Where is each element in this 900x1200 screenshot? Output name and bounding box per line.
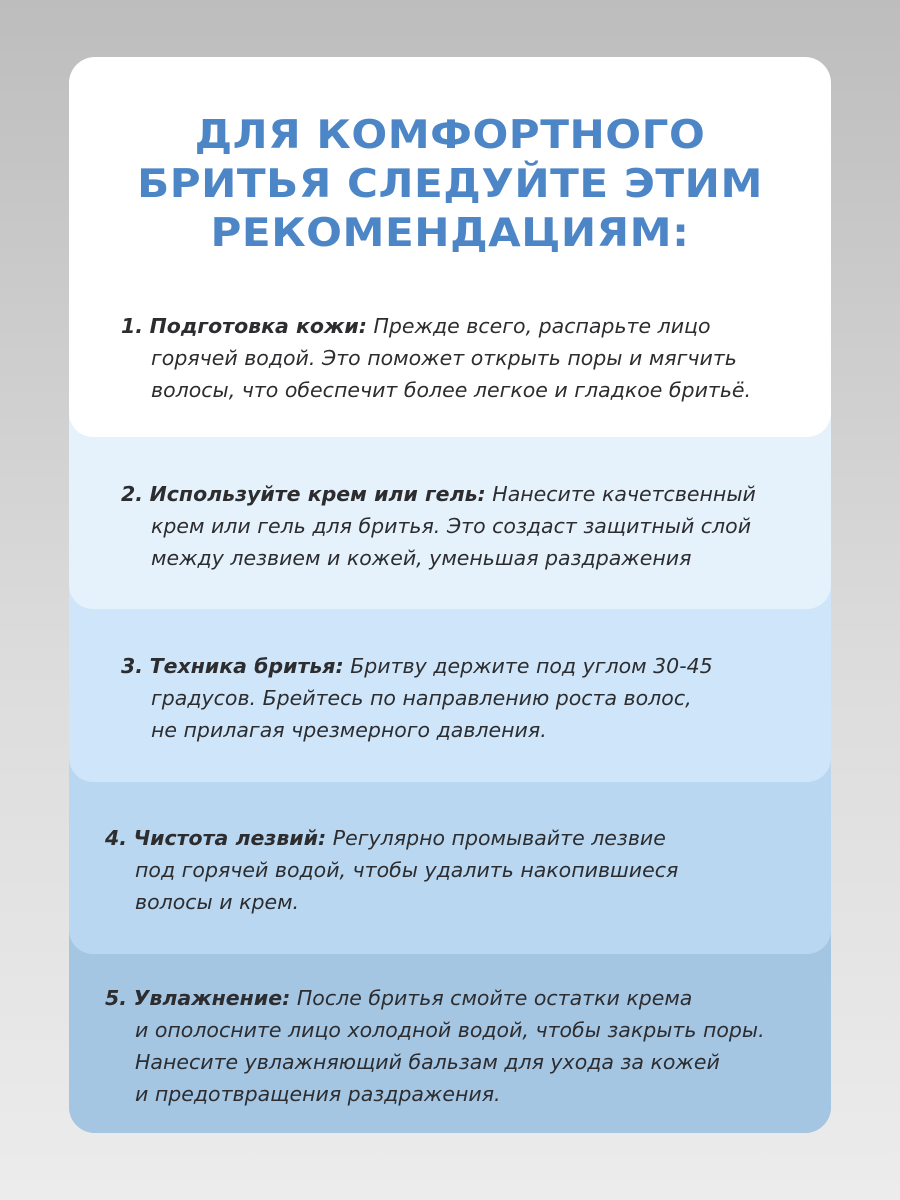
tip-heading: Техника бритья: [149,654,344,678]
tip-text-line: под горячей водой, чтобы удалить накопившиеся [135,858,679,882]
tip-heading: Увлажнение: [133,986,291,1010]
tip-item-2 [121,478,756,574]
tip-text-line: и предотвращения раздражения. [135,1082,501,1106]
tip-text-line: Прежде всего, распарьте лицо [373,314,711,338]
tip-number: 5. [105,986,128,1010]
tip-text-line: и ополосните лицо холодной водой, чтобы закрыть поры. [135,1018,765,1042]
tip-heading: Используйте крем или гель: [149,482,486,506]
tips-card [69,57,831,1133]
tip-number: 3. [121,654,144,678]
tip-heading: Чистота лезвий: [133,826,327,850]
tip-number: 1. [121,314,144,338]
tip-heading: Подготовка кожи: [149,314,367,338]
tip-number: 2. [121,482,144,506]
tip-text-line: градусов. Брейтесь по направлению роста волос, [151,686,692,710]
tip-text-line: волосы, что обеспечит более легкое и гладкое бритьё. [151,378,752,402]
tip-text-line: между лезвием и кожей, уменьшая раздражения [151,546,692,570]
tip-text-line: волосы и крем. [135,890,300,914]
title-line-3: РЕКОМЕНДАЦИЯМ: [210,211,690,256]
tip-text-line: Нанесите качетсвенный [492,482,756,506]
tip-text-line: Нанесите увлажняющий бальзам для ухода за кожей [135,1050,720,1074]
page-title [69,111,831,258]
title-line-2: БРИТЬЯ СЛЕДУЙТЕ ЭТИМ [137,162,763,207]
tip-text-line: горячей водой. Это поможет открыть поры и мягчить [151,346,737,370]
tip-text-line: Регулярно промывайте лезвие [332,826,666,850]
tip-item-3 [121,650,713,746]
tip-item-4 [105,822,678,918]
tip-text-line: После бритья смойте остатки крема [296,986,693,1010]
title-line-1: ДЛЯ КОМФОРТНОГО [194,113,706,158]
tip-number: 4. [105,826,128,850]
tip-text-line: Бритву держите под углом 30-45 [350,654,713,678]
tip-text-line: крем или гель для бритья. Это создаст защитный слой [151,514,752,538]
tip-item-1 [121,310,751,406]
tip-item-5 [105,982,765,1110]
tip-text-line: не прилагая чрезмерного давления. [151,718,547,742]
